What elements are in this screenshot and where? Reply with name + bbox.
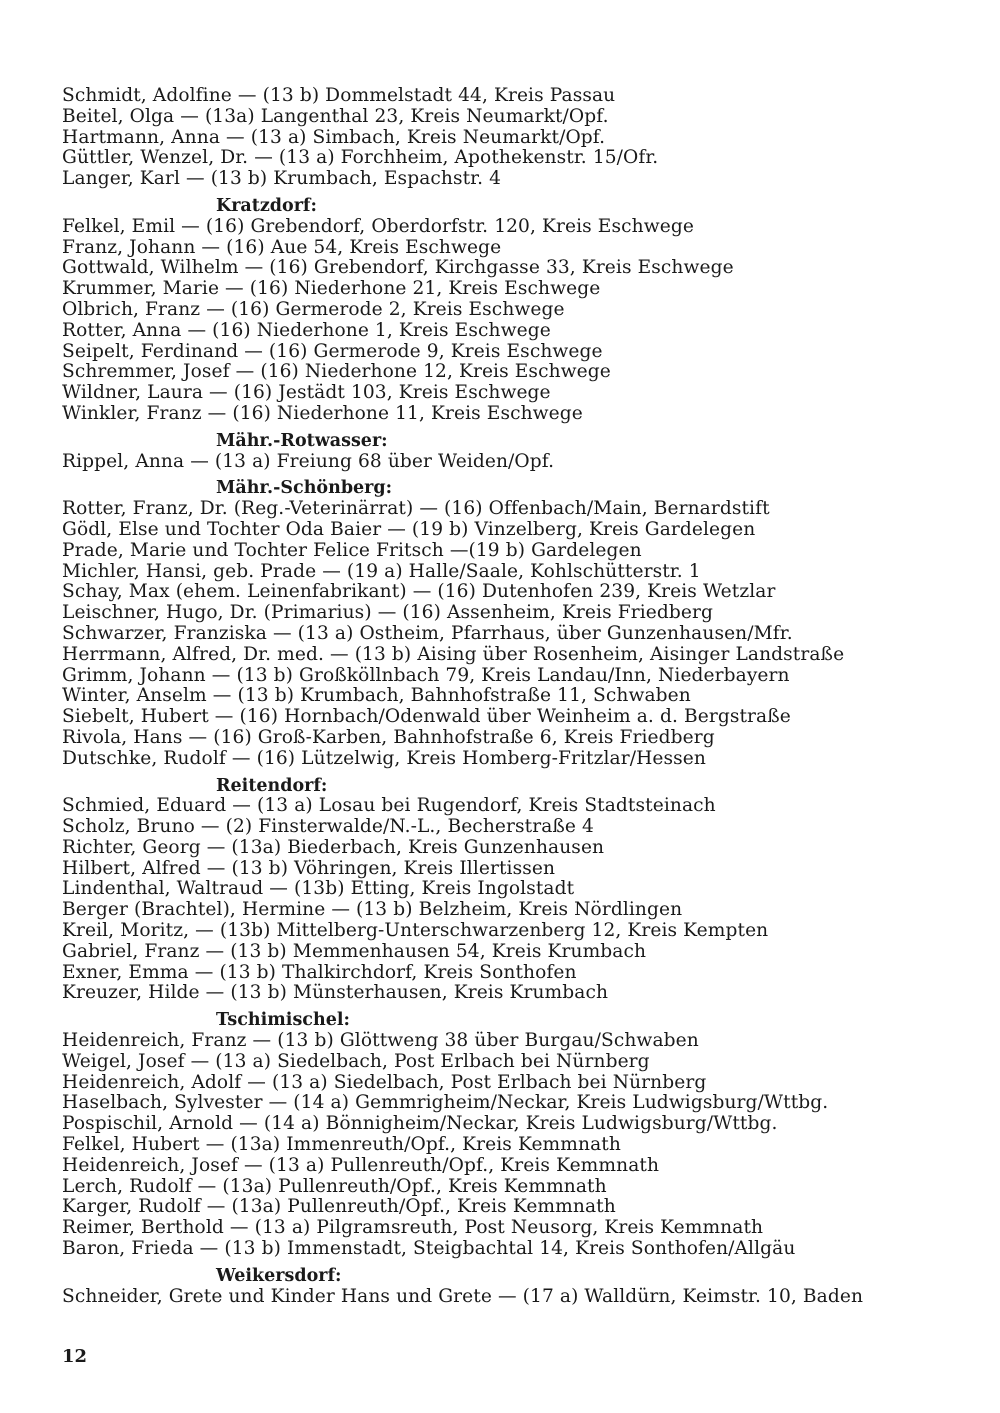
list-item: Schmidt, Adolfine — (13 b) Dommelstadt 44, Kreis Passau — [62, 85, 616, 106]
list-item: Langer, Karl — (13 b) Krumbach, Espachstr. 4 — [62, 168, 502, 190]
list-item: Hilbert, Alfred — (13 b) Vöhringen, Kreis Illertissen — [62, 857, 556, 879]
list-item: Beitel, Olga — (13a) Langenthal 23, Kreis Neumarkt/Opf. — [62, 105, 609, 127]
list-item: Berger (Brachtel), Hermine — (13 b) Belzheim, Kreis Nördlingen — [62, 899, 683, 921]
list-item: Siebelt, Hubert — (16) Hornbach/Odenwald über Weinheim a. d. Bergstraße — [62, 706, 791, 728]
list-item: Winkler, Franz — (16) Niederhone 11, Kreis Eschwege — [62, 402, 583, 424]
list-item: Heidenreich, Josef — (13 a) Pullenreuth/Opf., Kreis Kemmnath — [62, 1154, 660, 1176]
section-heading: Kratzdorf: — [216, 195, 317, 216]
list-item: Baron, Frieda — (13 b) Immenstadt, Steigbachtal 14, Kreis Sonthofen/Allgäu — [62, 1238, 796, 1260]
list-item: Rotter, Anna — (16) Niederhone 1, Kreis Eschwege — [62, 319, 551, 341]
list-item: Lindenthal, Waltraud — (13b) Etting, Kreis Ingolstadt — [62, 878, 575, 900]
list-item: Güttler, Wenzel, Dr. — (13 a) Forchheim, Apothekenstr. 15/Ofr. — [62, 147, 659, 169]
list-item: Scholz, Bruno — (2) Finsterwalde/N.-L., Becherstraße 4 — [62, 816, 594, 838]
list-item: Herrmann, Alfred, Dr. med. — (13 b) Aising über Rosenheim, Aisinger Landstraße — [62, 643, 845, 665]
list-item: Schay, Max (ehem. Leinenfabrikant) — (16) Dutenhofen 239, Kreis Wetzlar — [62, 581, 776, 603]
list-item: Winter, Anselm — (13 b) Krumbach, Bahnhofstraße 11, Schwaben — [62, 685, 691, 707]
list-item: Michler, Hansi, geb. Prade — (19 a) Halle/Saale, Kohlschütterstr. 1 — [62, 560, 701, 582]
list-item: Exner, Emma — (13 b) Thalkirchdorf, Kreis Sonthofen — [62, 961, 577, 983]
list-item: Heidenreich, Adolf — (13 a) Siedelbach, Post Erlbach bei Nürnberg — [62, 1071, 707, 1093]
section — [62, 1266, 962, 1308]
list-item: Felkel, Hubert — (13a) Immenreuth/Opf., Kreis Kemmnath — [62, 1134, 621, 1156]
list-item: Haselbach, Sylvester — (14 a) Gemmrigheim/Neckar, Kreis Ludwigsburg/Wttbg. — [62, 1092, 829, 1114]
list-item: Dutschke, Rudolf — (16) Lützelwig, Kreis Homberg-Fritzlar/Hessen — [62, 747, 706, 769]
list-item: Hartmann, Anna — (13 a) Simbach, Kreis Neumarkt/Opf. — [62, 126, 606, 148]
list-item: Olbrich, Franz — (16) Germerode 2, Kreis Eschwege — [62, 298, 565, 320]
document-page — [62, 86, 962, 1307]
section-heading: Mähr.-Schönberg: — [216, 478, 393, 499]
section-heading: Tschimischel: — [216, 1010, 350, 1031]
list-item: Reimer, Berthold — (13 a) Pilgramsreuth, Post Neusorg, Kreis Kemmnath — [62, 1217, 764, 1239]
list-item: Kreil, Moritz, — (13b) Mittelberg-Unterschwarzenberg 12, Kreis Kempten — [62, 920, 769, 942]
list-item: Gottwald, Wilhelm — (16) Grebendorf, Kirchgasse 33, Kreis Eschwege — [62, 257, 734, 279]
section-heading: Weikersdorf: — [216, 1265, 342, 1286]
list-item: Rotter, Franz, Dr. (Reg.-Veterinärrat) — (16) Offenbach/Main, Bernardstift — [62, 498, 770, 520]
list-item: Leischner, Hugo, Dr. (Primarius) — (16) Assenheim, Kreis Friedberg — [62, 602, 713, 624]
section — [62, 196, 962, 425]
list-item: Krummer, Marie — (16) Niederhone 21, Kreis Eschwege — [62, 278, 601, 300]
list-item: Weigel, Josef — (13 a) Siedelbach, Post Erlbach bei Nürnberg — [62, 1050, 650, 1072]
section-heading: Reitendorf: — [216, 775, 328, 796]
list-item: Heidenreich, Franz — (13 b) Glöttweng 38 über Burgau/Schwaben — [62, 1030, 699, 1052]
page-number: 12 — [62, 1346, 88, 1367]
list-item: Grimm, Johann — (13 b) Großköllnbach 79, Kreis Landau/Inn, Niederbayern — [62, 664, 790, 686]
list-item: Seipelt, Ferdinand — (16) Germerode 9, Kreis Eschwege — [62, 340, 603, 362]
section — [62, 1010, 962, 1260]
list-item: Pospischil, Arnold — (14 a) Bönnigheim/Neckar, Kreis Ludwigsburg/Wttbg. — [62, 1113, 778, 1135]
list-item: Lerch, Rudolf — (13a) Pullenreuth/Opf., Kreis Kemmnath — [62, 1175, 607, 1197]
list-item: Prade, Marie und Tochter Felice Fritsch —(19 b) Gardelegen — [62, 539, 642, 561]
list-item: Richter, Georg — (13a) Biederbach, Kreis Gunzenhausen — [62, 836, 605, 858]
section — [62, 431, 962, 473]
list-item: Gödl, Else und Tochter Oda Baier — (19 b) Vinzelberg, Kreis Gardelegen — [62, 518, 756, 540]
section-heading: Mähr.-Rotwasser: — [216, 430, 388, 451]
section — [62, 776, 962, 1005]
list-item: Kreuzer, Hilde — (13 b) Münsterhausen, Kreis Krumbach — [62, 982, 609, 1004]
list-item: Rivola, Hans — (16) Groß-Karben, Bahnhofstraße 6, Kreis Friedberg — [62, 726, 715, 748]
list-item: Schneider, Grete und Kinder Hans und Grete — (17 a) Walldürn, Keimstr. 10, Baden — [62, 1285, 864, 1307]
list-item: Schremmer, Josef — (16) Niederhone 12, Kreis Eschwege — [62, 361, 611, 383]
list-item: Schwarzer, Franziska — (13 a) Ostheim, Pfarrhaus, über Gunzenhausen/Mfr. — [62, 622, 793, 644]
list-item: Karger, Rudolf — (13a) Pullenreuth/Opf., Kreis Kemmnath — [62, 1196, 616, 1218]
list-item: Felkel, Emil — (16) Grebendorf, Oberdorfstr. 120, Kreis Eschwege — [62, 215, 694, 237]
list-item: Gabriel, Franz — (13 b) Memmenhausen 54, Kreis Krumbach — [62, 940, 647, 962]
list-item: Wildner, Laura — (16) Jestädt 103, Kreis Eschwege — [62, 382, 551, 404]
section — [62, 86, 962, 190]
list-item: Franz, Johann — (16) Aue 54, Kreis Eschwege — [62, 236, 502, 258]
list-item: Rippel, Anna — (13 a) Freiung 68 über Weiden/Opf. — [62, 450, 555, 472]
section — [62, 478, 962, 769]
list-item: Schmied, Eduard — (13 a) Losau bei Rugendorf, Kreis Stadtsteinach — [62, 795, 716, 817]
